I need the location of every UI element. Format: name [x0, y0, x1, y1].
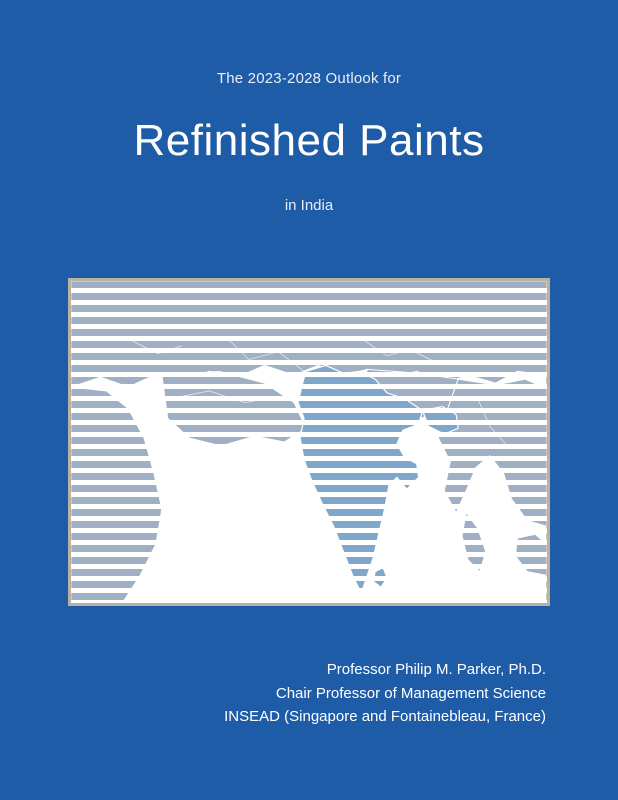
author-block [224, 658, 546, 728]
region-map-svg [71, 281, 547, 603]
title-block [0, 70, 618, 214]
cover-subtitle-bottom: in India [284, 197, 334, 215]
author-name: Professor Philip M. Parker, Ph.D. [326, 661, 546, 679]
map-frame [68, 278, 550, 606]
page-title: Refinished Paints [133, 116, 485, 165]
author-title: Chair Professor of Management Science [275, 684, 546, 702]
cover-subtitle-top: The 2023-2028 Outlook for [216, 70, 402, 87]
author-affiliation: INSEAD (Singapore and Fontainebleau, France) [224, 707, 546, 725]
map-image [71, 281, 547, 603]
